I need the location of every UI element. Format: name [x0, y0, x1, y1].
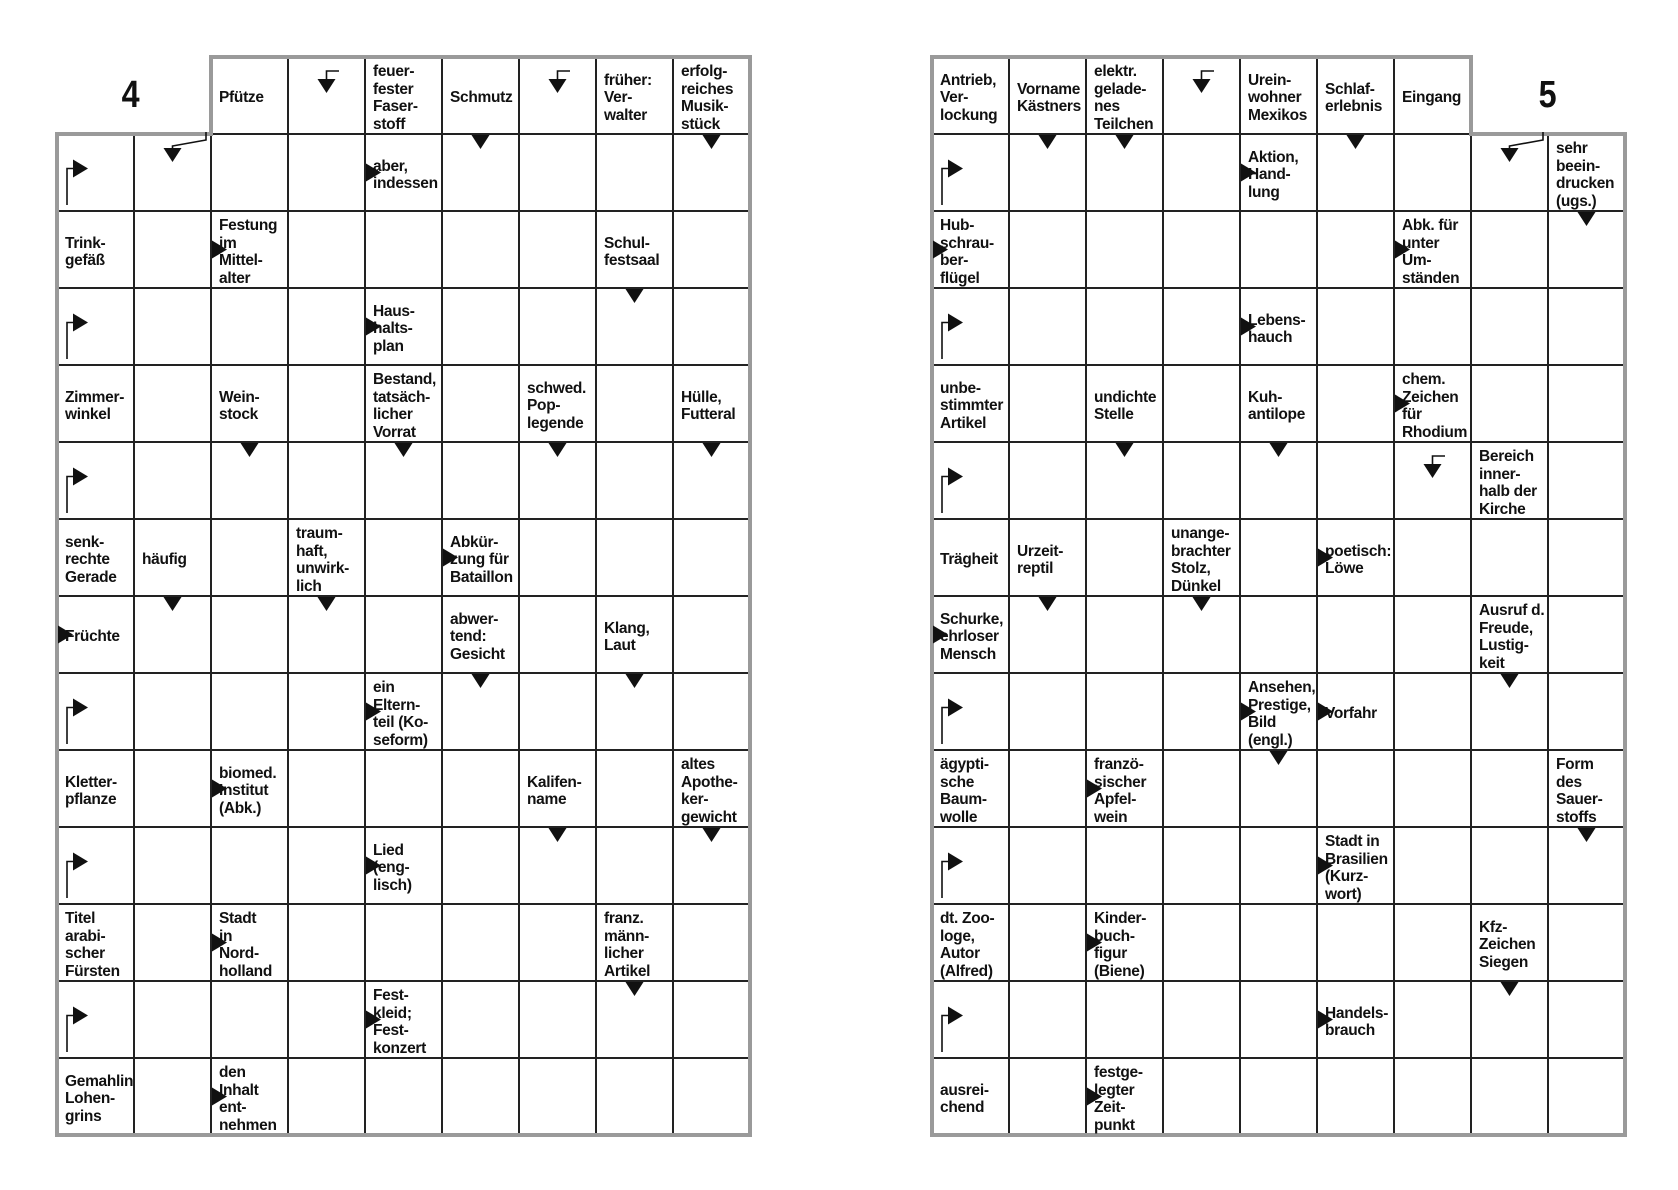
clue-text: Früchte — [65, 628, 120, 646]
answer-cell[interactable] — [1550, 1060, 1623, 1133]
answer-cell[interactable] — [1088, 136, 1161, 209]
answer-cell[interactable] — [1011, 675, 1084, 748]
clue-text: ägypti- sche Baum- wolle — [940, 756, 989, 826]
clue-cell — [1318, 520, 1393, 595]
clue-text: chem. Zeichen für Rhodium — [1402, 371, 1468, 441]
answer-cell[interactable] — [1088, 290, 1161, 363]
answer-cell[interactable] — [1011, 1060, 1084, 1133]
clue-cell — [1087, 366, 1162, 441]
answer-cell[interactable] — [1088, 983, 1161, 1056]
clue-cell — [933, 597, 1008, 672]
clue-text: altes Apothe- ker- gewicht — [681, 756, 738, 826]
clue-text: Wein- stock — [219, 388, 260, 423]
clue-text: ausrei- chend — [940, 1081, 989, 1116]
clue-text: Fest- kleid; Fest- konzert — [373, 987, 427, 1057]
answer-cell[interactable] — [1165, 59, 1238, 132]
clue-text: franzö- sischer Apfel- wein — [1094, 756, 1147, 826]
clue-cell — [1241, 366, 1316, 441]
answer-cell[interactable] — [1165, 598, 1238, 671]
clue-text: abwer- tend: Gesicht — [450, 610, 505, 663]
answer-cell[interactable] — [1473, 829, 1546, 902]
clue-text: Stadt in Brasilien (Kurz- wort) — [1325, 833, 1388, 903]
answer-cell[interactable] — [1011, 598, 1084, 671]
clue-text: Vorfahr — [1325, 705, 1377, 723]
clue-text: ein Eltern- teil (Ko- seform) — [373, 679, 428, 749]
answer-cell[interactable] — [934, 983, 1007, 1056]
answer-cell[interactable] — [1319, 906, 1392, 979]
answer-cell[interactable] — [1473, 675, 1546, 748]
clue-text: Urzeit- reptil — [1017, 542, 1064, 577]
answer-cell[interactable] — [1242, 598, 1315, 671]
answer-cell[interactable] — [1011, 752, 1084, 825]
clue-text: Klang, Laut — [604, 619, 650, 654]
clue-cell — [1395, 212, 1470, 287]
clue-cell — [1318, 982, 1393, 1057]
answer-cell[interactable] — [1165, 1060, 1238, 1133]
clue-text: Zimmer- winkel — [65, 388, 125, 423]
answer-cell[interactable] — [1473, 521, 1546, 594]
answer-cell[interactable] — [1550, 983, 1623, 1056]
clue-text: Kletter- pflanze — [65, 773, 117, 808]
clue-cell — [933, 905, 1008, 980]
answer-cell[interactable] — [1319, 290, 1392, 363]
clue-text: Bereich inner- halb der Kirche — [1479, 448, 1537, 518]
clue-cell — [1395, 366, 1470, 441]
answer-cell[interactable] — [1550, 367, 1623, 440]
clue-text: schwed. Pop- legende — [527, 379, 587, 432]
answer-cell[interactable] — [1396, 675, 1469, 748]
clue-cell — [1318, 674, 1393, 749]
answer-cell[interactable] — [1396, 983, 1469, 1056]
answer-cell[interactable] — [934, 290, 1007, 363]
answer-cell[interactable] — [1011, 213, 1084, 286]
clue-cell — [1395, 58, 1470, 133]
answer-cell[interactable] — [1011, 444, 1084, 517]
answer-cell[interactable] — [1165, 906, 1238, 979]
clue-text: Gemahlin Lohen- grins — [65, 1072, 134, 1125]
clue-text: poetisch: Löwe — [1325, 542, 1392, 577]
clue-text: Hülle, Futteral — [681, 388, 736, 423]
clue-cell — [1010, 58, 1085, 133]
answer-cell[interactable] — [1165, 213, 1238, 286]
clue-text: Ausruf d. Freude, Lustig- keit — [1479, 602, 1545, 672]
clue-text: Eingang — [1402, 89, 1462, 107]
clue-cell — [933, 751, 1008, 826]
answer-cell[interactable] — [1396, 521, 1469, 594]
clue-text: Stadt in Nord- holland — [219, 910, 273, 980]
clue-text: Abk. für unter Um- ständen — [1402, 217, 1460, 287]
clue-text: Trink- gefäß — [65, 234, 106, 269]
answer-cell[interactable] — [1011, 367, 1084, 440]
clue-text: Handels- brauch — [1325, 1004, 1389, 1039]
clue-text: erfolg- reiches Musik- stück — [681, 63, 734, 133]
answer-cell[interactable] — [1242, 521, 1315, 594]
answer-cell[interactable] — [1242, 213, 1315, 286]
answer-cell[interactable] — [1550, 675, 1623, 748]
answer-cell[interactable] — [1473, 367, 1546, 440]
page-number-5: 5 — [1538, 74, 1557, 116]
answer-cell[interactable] — [1473, 752, 1546, 825]
clue-text: Haus- halts- plan — [373, 302, 415, 355]
clue-text: Lied (eng- lisch) — [373, 841, 412, 894]
answer-cell[interactable] — [1550, 521, 1623, 594]
answer-cell[interactable] — [1088, 675, 1161, 748]
answer-cell[interactable] — [1165, 829, 1238, 902]
answer-cell[interactable] — [1165, 444, 1238, 517]
clue-cell — [1087, 751, 1162, 826]
clue-text: Abkür- zung für Bataillon — [450, 533, 513, 586]
clue-cell — [1472, 905, 1547, 980]
answer-cell[interactable] — [1165, 290, 1238, 363]
clue-cell — [1549, 135, 1624, 210]
clue-text: Festung im Mittel- alter — [219, 217, 278, 287]
clue-text: Lebens- hauch — [1248, 311, 1306, 346]
answer-cell[interactable] — [1550, 444, 1623, 517]
answer-cell[interactable] — [1242, 444, 1315, 517]
clue-text: Urein- wohner Mexikos — [1248, 71, 1308, 124]
answer-cell[interactable] — [1242, 906, 1315, 979]
answer-cell[interactable] — [1088, 521, 1161, 594]
clue-text: früher: Ver- walter — [604, 71, 652, 124]
answer-cell[interactable] — [1550, 906, 1623, 979]
answer-cell[interactable] — [1319, 444, 1392, 517]
clue-cell — [933, 520, 1008, 595]
answer-cell[interactable] — [1088, 213, 1161, 286]
answer-cell[interactable] — [1473, 136, 1546, 209]
clue-cell — [1010, 520, 1085, 595]
clue-text: senk- rechte Gerade — [65, 533, 117, 586]
answer-cell[interactable] — [1319, 367, 1392, 440]
clue-cell — [933, 366, 1008, 441]
answer-cell[interactable] — [1473, 290, 1546, 363]
answer-cell[interactable] — [1242, 752, 1315, 825]
clue-text: festge- legter Zeit- punkt — [1094, 1064, 1143, 1134]
clue-text: den Inhalt ent- nehmen — [219, 1064, 277, 1134]
answer-cell[interactable] — [1088, 598, 1161, 671]
clue-text: dt. Zoo- loge, Autor (Alfred) — [940, 910, 995, 980]
clue-cell — [1241, 135, 1316, 210]
answer-cell[interactable] — [1473, 213, 1546, 286]
clue-text: Trägheit — [940, 551, 998, 569]
clue-cell — [933, 58, 1008, 133]
clue-text: Schmutz — [450, 89, 513, 107]
answer-cell[interactable] — [1396, 136, 1469, 209]
clue-cell — [1241, 674, 1316, 749]
answer-cell[interactable] — [1473, 1060, 1546, 1133]
answer-cell[interactable] — [1011, 290, 1084, 363]
clue-text: Vorname Kästners — [1017, 80, 1081, 115]
answer-cell[interactable] — [1550, 829, 1623, 902]
clue-text: sehr beein- drucken (ugs.) — [1556, 140, 1615, 210]
clue-cell — [933, 212, 1008, 287]
answer-cell[interactable] — [1088, 829, 1161, 902]
answer-cell[interactable] — [1242, 829, 1315, 902]
clue-text: Kalifen- name — [527, 773, 582, 808]
answer-cell[interactable] — [934, 675, 1007, 748]
answer-cell[interactable] — [1550, 290, 1623, 363]
clue-cell — [1087, 58, 1162, 133]
answer-cell[interactable] — [1396, 598, 1469, 671]
answer-cell[interactable] — [1319, 598, 1392, 671]
clue-text: Bestand, tatsäch- licher Vorrat — [373, 371, 437, 441]
clue-text: unbe- stimmter Artikel — [940, 379, 1004, 432]
answer-cell[interactable] — [1165, 752, 1238, 825]
clue-cell — [1318, 828, 1393, 903]
answer-cell[interactable] — [1165, 136, 1238, 209]
answer-cell[interactable] — [1396, 1060, 1469, 1133]
clue-text: Hub- schrau- ber- flügel — [940, 217, 994, 287]
clue-text: traum- haft, unwirk- lich — [296, 525, 350, 595]
clue-text: Titel arabi- scher Fürsten — [65, 910, 120, 980]
clue-cell — [1087, 905, 1162, 980]
answer-cell[interactable] — [1319, 752, 1392, 825]
answer-cell[interactable] — [1011, 136, 1084, 209]
clue-cell — [1549, 751, 1624, 826]
answer-cell[interactable] — [934, 136, 1007, 209]
clue-cell — [1472, 443, 1547, 518]
answer-cell[interactable] — [934, 444, 1007, 517]
clue-text: Pfütze — [219, 89, 264, 107]
clue-text: Kfz- Zeichen Siegen — [1479, 918, 1536, 971]
answer-cell[interactable] — [1011, 829, 1084, 902]
answer-cell[interactable] — [1088, 444, 1161, 517]
page-number-4: 4 — [121, 74, 140, 116]
clue-text: franz. männ- licher Artikel — [604, 910, 651, 980]
answer-cell[interactable] — [1242, 983, 1315, 1056]
clue-text: Form des Sauer- stoffs — [1556, 756, 1603, 826]
clue-text: aber, indessen — [373, 157, 438, 192]
answer-cell[interactable] — [1396, 290, 1469, 363]
answer-cell[interactable] — [1396, 444, 1469, 517]
clue-text: Schul- festsaal — [604, 234, 660, 269]
answer-cell[interactable] — [1550, 598, 1623, 671]
answer-cell[interactable] — [1319, 136, 1392, 209]
clue-text: Schlaf- erlebnis — [1325, 80, 1383, 115]
clue-cell — [1241, 289, 1316, 364]
answer-cell[interactable] — [1011, 906, 1084, 979]
clue-text: häufig — [142, 551, 187, 569]
answer-cell[interactable] — [1473, 983, 1546, 1056]
answer-cell[interactable] — [1319, 1060, 1392, 1133]
answer-cell[interactable] — [934, 829, 1007, 902]
answer-cell[interactable] — [1011, 983, 1084, 1056]
clue-cell — [1318, 58, 1393, 133]
answer-cell[interactable] — [1165, 675, 1238, 748]
clue-text: Aktion, Hand- lung — [1248, 148, 1299, 201]
answer-cell[interactable] — [1242, 1060, 1315, 1133]
answer-cell[interactable] — [1550, 213, 1623, 286]
clue-text: feuer- fester Faser- stoff — [373, 63, 418, 133]
answer-cell[interactable] — [1396, 829, 1469, 902]
clue-text: Kinder- buch- figur (Biene) — [1094, 910, 1147, 980]
clue-cell — [1164, 520, 1239, 595]
answer-cell[interactable] — [1165, 367, 1238, 440]
clue-cell — [1241, 58, 1316, 133]
answer-cell[interactable] — [1165, 983, 1238, 1056]
clue-text: Antrieb, Ver- lockung — [940, 71, 998, 124]
clue-text: Kuh- antilope — [1248, 388, 1306, 423]
answer-cell[interactable] — [1396, 906, 1469, 979]
answer-cell[interactable] — [1396, 752, 1469, 825]
clue-text: undichte Stelle — [1094, 388, 1157, 423]
clue-text: unange- brachter Stolz, Dünkel — [1171, 525, 1231, 595]
clue-cell — [1087, 1059, 1162, 1134]
clue-text: biomed. Institut (Abk.) — [219, 764, 277, 817]
answer-cell[interactable] — [1319, 213, 1392, 286]
clue-text: Ansehen, Prestige, Bild (engl.) — [1248, 679, 1316, 749]
clue-text: elektr. gelade- nes Teilchen — [1094, 63, 1154, 133]
clue-cell — [1472, 597, 1547, 672]
clue-cell — [933, 1059, 1008, 1134]
clue-text: Schurke, ehrloser Mensch — [940, 610, 1004, 663]
